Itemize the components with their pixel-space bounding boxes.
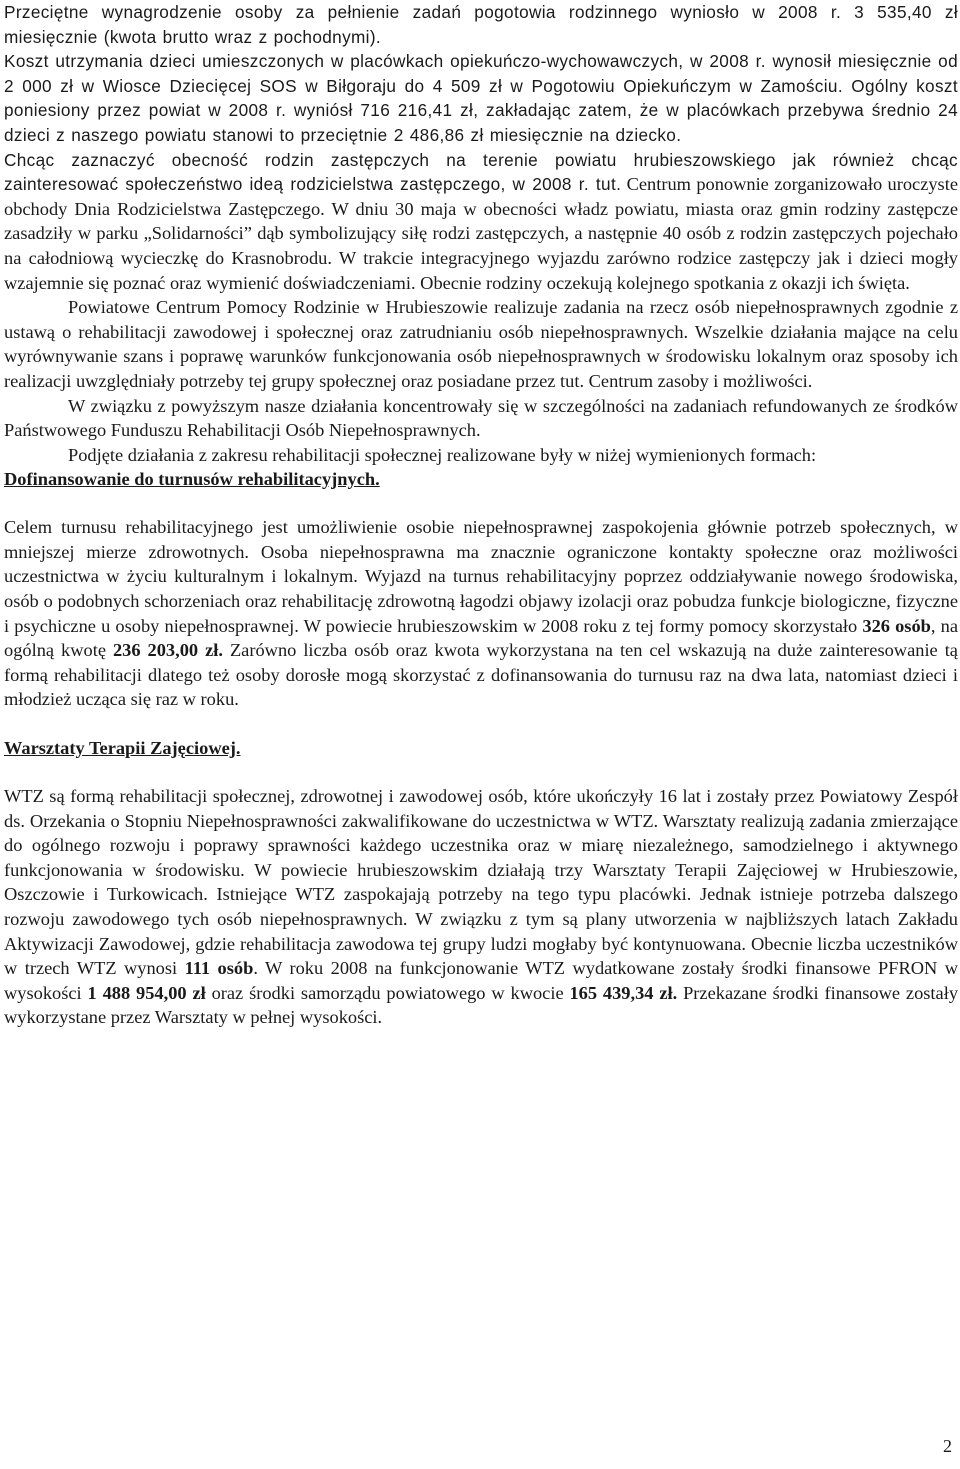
section-heading-turnusy: Dofinansowanie do turnusów rehabilitacyjnych. — [4, 469, 380, 490]
wtz-text-2: . W roku 2008 na funkcjonowanie WTZ wydatkowane zostały środki finansowe PFRON w wysokości — [4, 958, 958, 1003]
paragraph-foster-salary: Przeciętne wynagrodzenie osoby za pełnienie zadań pogotowia rodzinnego wyniosło w 2008 r. 3 535,40 zł miesięcznie (kwota brutto wraz z pochodnymi). — [4, 2, 958, 47]
foster-day-intro-text: Chcąc zaznaczyć obecność rodzin zastępczych na terenie powiatu hrubieszowskiego jak również chcąc zainteresować społeczeństwo ideą rodzicielstwa zastępczego, w 2008 r. tut. — [4, 149, 958, 195]
paragraph-pcpr-tasks: Powiatowe Centrum Pomocy Rodzinie w Hrubieszowie realizuje zadania na rzecz osób niepełnosprawnych zgodnie z ustawą o rehabilitacji zawodowej i społecznej oraz zatrudnianiu osób niepełnosprawnych. Wszelkie działania mające na celu wyrównywanie szans i poprawę warunków funkcjonowania osób niepełnosprawnych w środowisku lokalnym oraz sposoby ich realizacji uwzględniały potrzeby tej grupy społecznej oraz posiadane przez tut. Centrum zasoby i możliwości. — [4, 297, 958, 391]
document-page — [4, 0, 958, 1030]
turnusy-amount: 236 203,00 zł. — [112, 640, 223, 661]
care-costs-text: Koszt utrzymania dzieci umieszczonych w placówkach opiekuńczo-wychowawczych, w 2008 r. wynosił miesięcznie od 2 000 zł w Wiosce Dziecięcej SOS w Biłgoraju do 4 509 zł w Pogotowiu Opiekuńczym w Zamościu. — [4, 51, 958, 96]
paragraph-forms-intro: Podjęte działania z zakresu rehabilitacji społecznej realizowane były w niżej wymienionych formach: — [68, 444, 817, 465]
wtz-pfron-amount: 1 488 954,00 zł — [87, 982, 206, 1003]
paragraph-foster-day — [4, 148, 958, 296]
foster-day-event-text: Centrum ponownie zorganizowało uroczyste obchody Dnia Rodzicielstwa Zastępczego. W dniu 30 maja w obecności władz powiatu, miasta oraz gmin rodziny zastępcze zasadziły w parku „Solidarności” dąb symbolizujący siłę rodzi zastępczych, a następnie 40 osób z rodzin zastępczych pojechało na całodniową wycieczkę do Krasnobrodu. W trakcie integracyjnego wyjazdu zarówno rodzice zastępczy jak i dzieci mogły wzajemnie się poznać oraz wymienić doświadczeniami. Obecnie rodziny oczekują kolejnego spotkania z okazji ich święta. — [4, 174, 958, 293]
wtz-participants-count: 111 osób — [184, 958, 254, 979]
wtz-text-1: WTZ są formą rehabilitacji społecznej, zdrowotnej i zawodowej osób, które ukończyły 16 lat i zostały przez Powiatowy Zespół ds. Orzekania o Stopniu Niepełnosprawności zakwalifikowane do uczestnictwa w WTZ. Warsztaty realizują zadania zmierzające do ogólnego rozwoju i poprawy sprawności każdego uczestnika oraz w miarę niezależnego, samodzielnego i aktywnego funkcjonowania w środowisku. W powiecie hrubieszowskim działają trzy Warsztaty Terapii Zajęciowej w Hrubieszowie, Oszczowie i Turkowicach. Istniejące WTZ zaspokajają potrzeby na tego typu placówki. Jednak istnieje potrzeba dalszego rozwoju zawodowego tych osób niepełnosprawnych. W związku z tym są plany utworzenia w najbliższych latach Zakładu Aktywizacji Zawodowej, gdzie rehabilitacja zawodowa tej grupy ludzi mogłaby być kontynuowana. Obecnie liczba uczestników w trzech WTZ wynosi — [4, 786, 958, 979]
wtz-local-amount: 165 439,34 zł. — [569, 982, 678, 1003]
page-number: 2 — [943, 1436, 952, 1456]
paragraph-turnusy — [4, 515, 958, 712]
turnusy-persons-count: 326 osób — [862, 615, 931, 636]
paragraph-wtz — [4, 784, 958, 1030]
turnusy-text-2: , na ogólną kwotę — [4, 615, 958, 661]
wtz-text-4: Przekazane środki finansowe zostały wykorzystane przez Warsztaty w pełnej wysokości. — [4, 982, 959, 1028]
turnusy-text-1: Celem turnusu rehabilitacyjnego jest umożliwienie osobie niepełnosprawnej zaspokojenia głównie potrzeb społecznych, w mniejszej mierze zdrowotnych. Osoba niepełnosprawna ma znacznie ograniczone kontakty społeczne oraz możliwości uczestnictwa w życiu kulturalnym i lokalnym. Wyjazd na turnus rehabilitacyjny poprzez oddziaływanie nowego środowiska, osób o podobnych schorzeniach oraz rehabilitację zdrowotną łagodzi objawy izolacji oraz pobudza funkcje biologiczne, fizyczne i psychiczne u osoby niepełnosprawnej. W powiecie hrubieszowskim w 2008 roku z tej formy pomocy skorzystało — [4, 517, 958, 636]
turnusy-text-3: Zarówno liczba osób oraz kwota wykorzystana na ten cel wskazują na duże zainteresowanie tą formą rehabilitacji dlatego też osoby dorosłe mogą skorzystać z dofinansowania do turnusu raz na dwa lata, natomiast dzieci i młodzież ucząca się raz w roku. — [4, 640, 958, 710]
section-heading-wtz: Warsztaty Terapii Zajęciowej. — [4, 738, 241, 759]
wtz-text-3: oraz środki samorządu powiatowego w kwocie — [205, 982, 570, 1003]
paragraph-pfron-tasks: W związku z powyższym nasze działania koncentrowały się w szczególności na zadaniach refundowanych ze środków Państwowego Funduszu Rehabilitacji Osób Niepełnosprawnych. — [4, 395, 958, 441]
care-costs-total-text: Ogólny koszt poniesiony przez powiat w 2008 r. wyniósł 716 216,41 zł, zakładając zatem, że w placówkach przebywa średnio 24 dzieci z naszego powiatu stanowi to przeciętnie 2 486,86 zł miesięcznie na dziecko. — [4, 75, 958, 145]
paragraph-care-costs — [4, 49, 958, 147]
